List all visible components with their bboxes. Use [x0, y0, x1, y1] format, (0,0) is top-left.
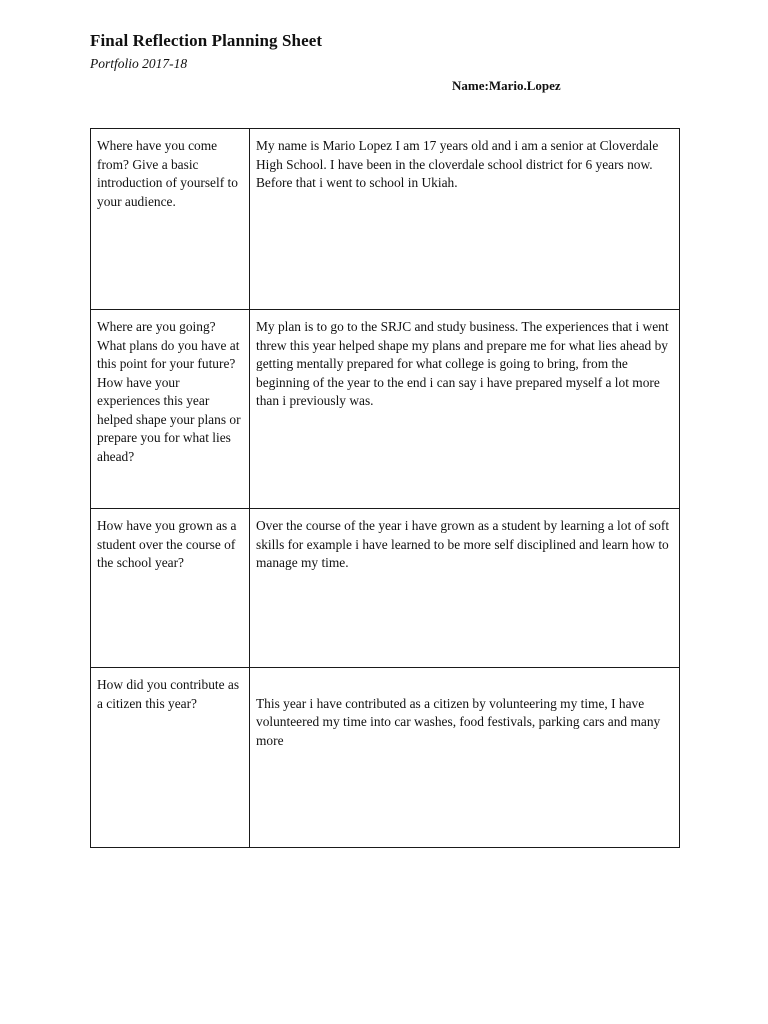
document-subtitle: Portfolio 2017-18	[90, 56, 188, 71]
table-row	[91, 129, 680, 310]
answer-cell	[250, 668, 680, 848]
question-cell: Where are you going? What plans do you have at this point for your future? How have your experiences this year helped shape your plans or prepare you for what lies ahead?	[91, 310, 250, 509]
answer-cell: My plan is to go to the SRJC and study business. The experiences that i went threw this year helped shape my plans and prepare me for what lies ahead by getting mentally prepared for what college is going to bring, from the beginning of the year to the end i can say i have prepared myself a lot more than i previously was.	[250, 310, 680, 509]
blank-line	[256, 676, 673, 695]
question-cell: How did you contribute as a citizen this year?	[91, 668, 250, 848]
table-row	[91, 668, 680, 848]
table-row	[91, 509, 680, 668]
document-title: Final Reflection Planning Sheet	[90, 31, 323, 50]
table-row	[91, 310, 680, 509]
answer-cell: My name is Mario Lopez I am 17 years old and i am a senior at Cloverdale High School. I have been in the cloverdale school district for 6 years now. Before that i went to school in Ukiah.	[250, 129, 680, 310]
question-cell: Where have you come from? Give a basic introduction of yourself to your audience.	[91, 129, 250, 310]
answer-text: This year i have contributed as a citizen by volunteering my time, I have volunteered my time into car washes, food festivals, parking cars and many more	[256, 695, 661, 748]
student-name: Name:Mario.Lopez	[452, 78, 561, 93]
reflection-table	[90, 128, 680, 848]
answer-cell: Over the course of the year i have grown as a student by learning a lot of soft skills for example i have learned to be more self disciplined and learn how to manage my time.	[250, 509, 680, 668]
question-cell: How have you grown as a student over the course of the school year?	[91, 509, 250, 668]
